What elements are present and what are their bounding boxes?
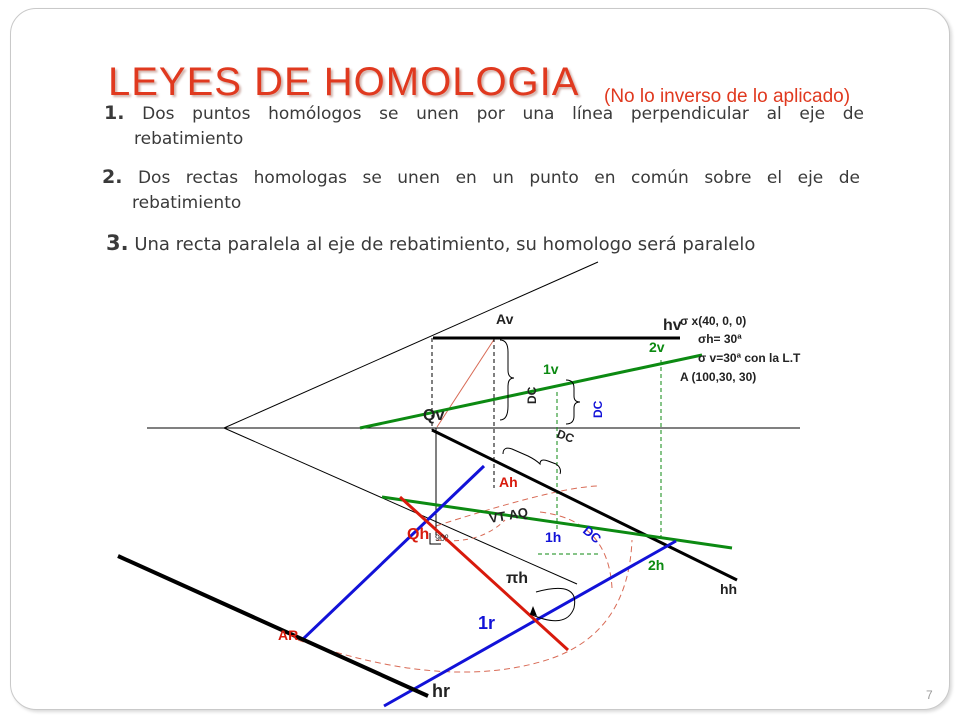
label-dc-3: DC <box>554 426 577 446</box>
brace-dc-2 <box>566 380 580 424</box>
label-dc-4: DC <box>580 522 605 547</box>
law-2-number: 2. <box>102 166 123 188</box>
data-note-line-1: σ x(40, 0, 0) <box>680 314 747 328</box>
label-1v: 1v <box>543 361 559 377</box>
page-number: 7 <box>926 688 933 702</box>
wedge-upper-line <box>224 262 598 428</box>
rotation-arc-outer <box>298 540 632 672</box>
label-ar: AR <box>278 627 299 643</box>
line-blue-left <box>302 466 484 640</box>
label-ah: Ah <box>499 474 518 490</box>
label-2h: 2h <box>648 557 665 573</box>
label-vt-aq: VT AQ <box>487 504 530 526</box>
slide-title: LEYES DE HOMOLOGIA <box>108 60 580 104</box>
label-hh: hh <box>720 581 738 597</box>
law-2 <box>102 165 860 216</box>
label-hr: hr <box>432 681 450 701</box>
data-note-line-2: σh= 30ª <box>698 332 742 346</box>
law-1 <box>104 101 864 152</box>
law-1-text: Dos puntos homólogos se unen por una línea perpendicular al eje de <box>142 104 864 124</box>
law-2-text: Dos rectas homologas se unen en un punto en común sobre el eje de <box>137 168 861 188</box>
line-blue-right <box>384 541 676 706</box>
law-2-first-line <box>102 165 860 191</box>
law-2-continuation: rebatimiento <box>132 193 242 213</box>
label-av: Av <box>496 311 514 327</box>
label-1r: 1r <box>478 613 496 633</box>
line-hh <box>432 430 737 580</box>
law-3-text: Una recta paralela al eje de rebatimiento, su homologo será paralelo <box>134 234 756 255</box>
label-hv: hv <box>663 317 682 334</box>
brace-dc-1 <box>500 340 514 420</box>
data-note-line-3: σ v=30ª con la L.T <box>698 351 801 365</box>
data-note-line-4: A (100,30, 30) <box>680 370 757 384</box>
line-hr <box>118 556 428 696</box>
label-qh: Qh <box>407 526 430 543</box>
label-2v: 2v <box>649 339 665 355</box>
rotation-arc-small <box>540 512 612 588</box>
law-1-continuation: rebatimiento <box>134 129 244 149</box>
label-qv: Qv <box>423 407 445 424</box>
label-angle: 90º <box>435 533 449 543</box>
label-pi-h: πh <box>506 570 529 587</box>
label-1h: 1h <box>545 529 562 545</box>
law-3 <box>106 231 866 257</box>
law-3-number: 3. <box>106 231 129 255</box>
construction-line-red <box>437 338 495 427</box>
label-dc-1: DC <box>525 386 539 404</box>
law-1-number: 1. <box>104 102 125 124</box>
title-note: (No lo inverso de lo aplicado) <box>604 86 851 107</box>
label-dc-2: DC <box>591 400 605 418</box>
